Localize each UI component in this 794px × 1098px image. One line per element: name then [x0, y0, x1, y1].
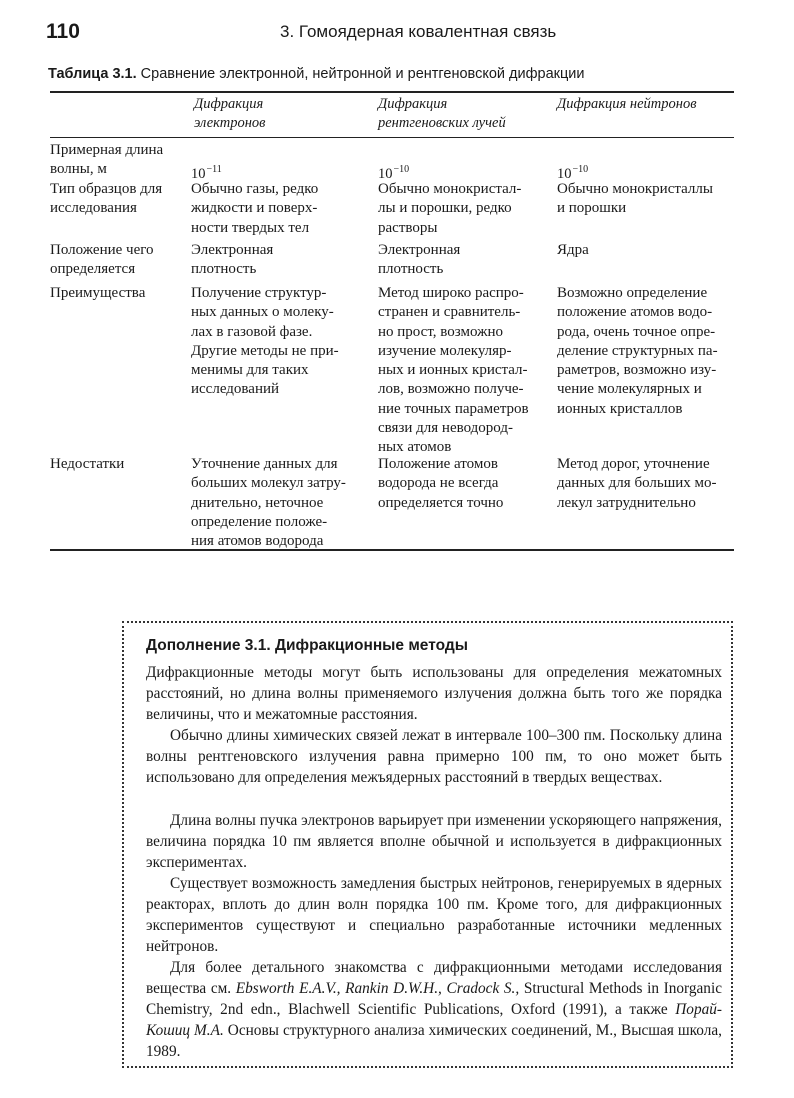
sample-type-xray: Обычно монокристал- лы и порошки, редко растворы [378, 181, 522, 236]
reference-work-1: Structural Methods in Inorganic Chemistry, 2nd edn., Blachwell Scientific Publications, Oxford (1991), а также [146, 980, 722, 1018]
table-bottom-rule [50, 549, 734, 551]
table-caption-text: Сравнение электронной, нейтронной и рентгеновской дифракции [136, 66, 585, 82]
disadvantages-neutron: Метод дорог, уточнение данных для больших мо- лекул затруднительно [557, 456, 717, 511]
determined-neutron: Ядра [557, 242, 589, 258]
reference-intro: Для более детального знакомства с дифракционными методами исследования вещества см. [146, 959, 722, 997]
advantages-xray: Метод широко распро- странен и сравнитель- но прост, возможно изучение молекуляр- ных и ионных кристал- лов, возможно получе- ние точных параметров связи для неводород- ных атомов [378, 285, 529, 456]
row-label-sample-type: Тип образцов для исследования [50, 181, 163, 217]
advantages-electron: Получение структур- ных данных о молеку- лах в газовой фазе. Другие методы не при- менимы для таких исследований [191, 285, 339, 398]
reference-authors-1: Ebsworth E.A.V., Rankin D.W.H., Cradock S., [235, 980, 520, 997]
disadvantages-xray: Положение атомов водорода не всегда определяется точно [378, 456, 504, 511]
determined-xray: Электронная плотность [378, 242, 461, 278]
wavelength-base: 10 [191, 166, 206, 182]
table-top-rule [50, 91, 734, 93]
wavelength-exponent: −11 [206, 164, 222, 175]
sample-type-electron: Обычно газы, редко жидкости и поверх- ности твердых тел [191, 181, 319, 236]
running-header: 3. Гомоядерная ковалентная связь [280, 22, 557, 41]
column-header-xray: Дифракция рентгеновских лучей [378, 96, 506, 131]
disadvantages-electron: Уточнение данных для больших молекул затру- днительно, неточное определение положе- ния атомов водорода [191, 456, 346, 550]
supplement-paragraph-2: Обычно длины химических связей лежат в интервале 100–300 пм. Поскольку длина волны рентгеновского излучения равна примерно 100 пм, то оно может быть использовано для определения межъядерных расстояний в твердых веществах. [146, 727, 722, 786]
supplement-paragraph-1: Дифракционные методы могут быть использованы для определения межатомных расстояний, но длина волны применяемого излучения должна быть того же порядка величины, что и межатомные расстояния. [146, 664, 722, 723]
wavelength-exponent: −10 [572, 164, 589, 175]
determined-electron: Электронная плотность [191, 242, 274, 278]
supplement-paragraph-3: Длина волны пучка электронов варьирует при изменении ускоряющего напряжения, величина порядка 10 пм является вполне обычной и используется в дифракционных экспериментах. [146, 812, 722, 871]
reference-work-2: Основы структурного анализа химических соединений, М., Высшая школа, 1989. [146, 1022, 722, 1060]
sample-type-neutron: Обычно монокристаллы и порошки [557, 181, 713, 217]
row-label-determined: Положение чего определяется [50, 242, 154, 278]
column-header-electron: Дифракция электронов [194, 96, 266, 131]
reference-authors-2: Порай-Кошиц М.А. [146, 1001, 722, 1039]
wavelength-exponent: −10 [393, 164, 410, 175]
supplement-reference [146, 957, 722, 1062]
row-label-disadvantages: Недостатки [50, 456, 125, 472]
table-caption-label: Таблица 3.1. [48, 66, 137, 82]
wavelength-base: 10 [378, 166, 393, 182]
table-caption [48, 66, 585, 82]
column-header-neutron: Дифракция нейтронов [557, 96, 697, 112]
advantages-neutron: Возможно определение положение атомов водо- рода, очень точное опре- деление структурных па- раметров, возможно изу- чение молекулярных и ионных кристаллов [557, 285, 718, 417]
wavelength-base: 10 [557, 166, 572, 182]
page-number: 110 [46, 20, 80, 43]
row-label-wavelength: Примерная длина волны, м [50, 142, 164, 178]
table-header-rule [50, 137, 734, 138]
supplement-paragraph-4: Существует возможность замедления быстрых нейтронов, генерируемых в ядерных реакторах, вплоть до длин волн порядка 100 пм. Кроме того, для дифракционных экспериментов существуют и специально разработанные источники медленных нейтронов. [146, 875, 722, 955]
supplement-title: Дополнение 3.1. Дифракционные методы [146, 637, 468, 654]
row-label-advantages: Преимущества [50, 285, 146, 301]
